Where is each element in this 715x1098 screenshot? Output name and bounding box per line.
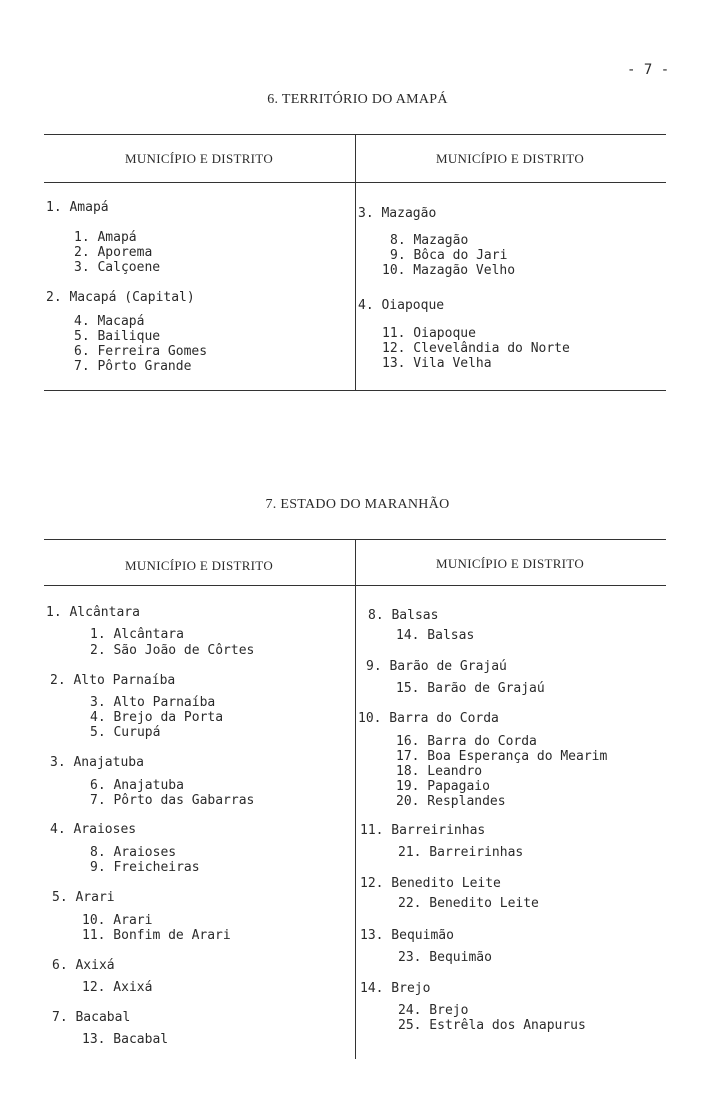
municipality-label: 2. Macapá (Capital) xyxy=(46,290,195,305)
column-header-right: MUNICÍPIO E DISTRITO xyxy=(435,556,585,571)
district-label: 3. Calçoene xyxy=(74,260,161,275)
column-header-left: MUNICÍPIO E DISTRITO xyxy=(124,151,274,166)
column-header-left: MUNICÍPIO E DISTRITO xyxy=(124,558,274,573)
district-label: 7. Pôrto Grande xyxy=(74,359,192,374)
municipality-label: 10. Barra do Corda xyxy=(358,711,499,726)
district-label: 1. Amapá xyxy=(74,230,137,245)
district-label: 14. Balsas xyxy=(396,628,475,643)
district-label: 12. Clevelândia do Norte xyxy=(382,341,570,356)
municipality-label: 1. Alcântara xyxy=(46,605,140,620)
municipality-label: 5. Arari xyxy=(52,890,115,905)
municipality-label: 4. Oiapoque xyxy=(358,298,445,313)
district-label: 25. Estrêla dos Anapurus xyxy=(398,1018,586,1033)
municipality-label: 8. Balsas xyxy=(368,608,439,623)
municipality-label: 3. Mazagão xyxy=(358,206,437,221)
district-label: 16. Barra do Corda xyxy=(396,734,537,749)
municipality-label: 7. Bacabal xyxy=(52,1010,131,1025)
municipality-label: 9. Barão de Grajaú xyxy=(366,659,507,674)
page-number: - 7 - xyxy=(627,62,670,78)
district-label: 9. Bôca do Jari xyxy=(390,248,508,263)
district-label: 11. Oiapoque xyxy=(382,326,476,341)
district-label: 10. Arari xyxy=(82,913,153,928)
column-divider xyxy=(355,134,356,391)
district-label: 2. Aporema xyxy=(74,245,153,260)
district-label: 8. Mazagão xyxy=(390,233,469,248)
district-label: 13. Bacabal xyxy=(82,1032,169,1047)
district-label: 5. Curupá xyxy=(90,725,161,740)
table-maranhao xyxy=(44,539,666,1098)
district-label: 6. Ferreira Gomes xyxy=(74,344,208,359)
municipality-label: 1. Amapá xyxy=(46,200,109,215)
district-label: 5. Bailique xyxy=(74,329,161,344)
district-label: 12. Axixá xyxy=(82,980,153,995)
district-label: 13. Vila Velha xyxy=(382,356,492,371)
district-label: 19. Papagaio xyxy=(396,779,490,794)
municipality-label: 2. Alto Parnaíba xyxy=(50,673,176,688)
municipality-label: 3. Anajatuba xyxy=(50,755,144,770)
district-label: 17. Boa Esperança do Mearim xyxy=(396,749,608,764)
district-label: 23. Bequimão xyxy=(398,950,492,965)
district-label: 15. Barão de Grajaú xyxy=(396,681,545,696)
municipality-label: 6. Axixá xyxy=(52,958,115,973)
municipality-label: 11. Barreirinhas xyxy=(360,823,486,838)
district-label: 3. Alto Parnaíba xyxy=(90,695,216,710)
district-label: 6. Anajatuba xyxy=(90,778,184,793)
district-label: 11. Bonfim de Arari xyxy=(82,928,231,943)
district-label: 20. Resplandes xyxy=(396,794,506,809)
table-amapa xyxy=(44,134,666,394)
district-label: 2. São João de Côrtes xyxy=(90,643,255,658)
municipality-label: 14. Brejo xyxy=(360,981,431,996)
district-label: 18. Leandro xyxy=(396,764,483,779)
district-label: 24. Brejo xyxy=(398,1003,469,1018)
district-label: 21. Barreirinhas xyxy=(398,845,524,860)
district-label: 4. Macapá xyxy=(74,314,145,329)
district-label: 10. Mazagão Velho xyxy=(382,263,516,278)
municipality-label: 4. Araioses xyxy=(50,822,137,837)
column-divider xyxy=(355,539,356,1059)
district-label: 7. Pôrto das Gabarras xyxy=(90,793,255,808)
district-label: 9. Freicheiras xyxy=(90,860,200,875)
municipality-label: 13. Bequimão xyxy=(360,928,454,943)
district-label: 8. Araioses xyxy=(90,845,177,860)
section-title-maranhao: 7. ESTADO DO MARANHÃO xyxy=(265,497,450,512)
column-header-right: MUNICÍPIO E DISTRITO xyxy=(435,151,585,166)
district-label: 1. Alcântara xyxy=(90,627,184,642)
section-title-amapa: 6. TERRITÓRIO DO AMAPÁ xyxy=(267,92,448,107)
municipality-label: 12. Benedito Leite xyxy=(360,876,501,891)
district-label: 22. Benedito Leite xyxy=(398,896,539,911)
district-label: 4. Brejo da Porta xyxy=(90,710,224,725)
